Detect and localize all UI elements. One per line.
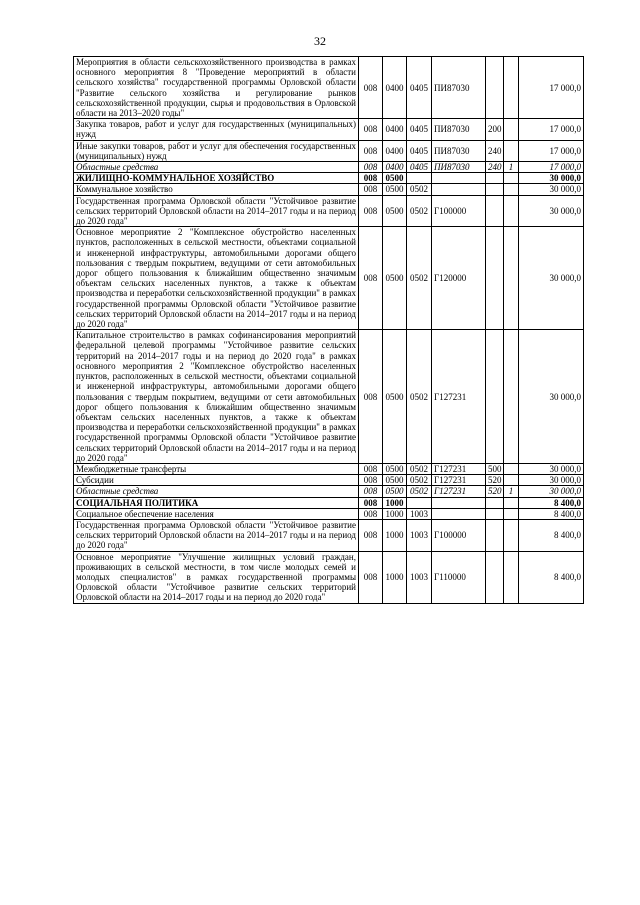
- row-subsection-code: 0405: [407, 119, 432, 140]
- row-name: Межбюджетные трансферты: [74, 463, 359, 474]
- row-ved-code: 008: [359, 463, 383, 474]
- row-ved-code: 008: [359, 330, 383, 464]
- table-row: [74, 497, 584, 508]
- row-subsection-code: [407, 173, 432, 184]
- row-ved-code: 008: [359, 173, 383, 184]
- row-ved-code: 008: [359, 57, 383, 119]
- row-source-code: [504, 195, 519, 227]
- row-expense-type: [486, 173, 504, 184]
- row-expense-type: [486, 497, 504, 508]
- table-row: [74, 195, 584, 227]
- row-name: Капитальное строительство в рамках софинансирования мероприятий федеральной целевой программы "Устойчивое развитие сельских территорий на 2014–2017 годы и на период до 2020 года" в рамках основного мероприятия 2 "Комплексное обустройство населенных пунктов, расположенных в сельской местности, объектами социальной и инженерной инфраструктуры, автомобильными дорогами общего пользования с твердым покрытием, ведущими от сети автомобильных дорог общего пользования к ближайшим общественно значимым объектам сельских населенных пунктов, а также к объектам производства и переработки сельскохозяйственной продукции" в рамках государственной программы Орловской области "Устойчивое развитие сельских территорий Орловской области на 2014–2017 годы и на период до 2020 года": [74, 330, 359, 464]
- row-target-code: Г127231: [432, 486, 486, 497]
- row-subsection-code: 1003: [407, 519, 432, 551]
- row-target-code: Г100000: [432, 195, 486, 227]
- row-ved-code: 008: [359, 140, 383, 161]
- row-target-code: Г100000: [432, 519, 486, 551]
- row-subsection-code: 0405: [407, 140, 432, 161]
- row-subsection-code: 1003: [407, 508, 432, 519]
- row-source-code: [504, 497, 519, 508]
- row-amount: 17 000,0: [519, 162, 584, 173]
- row-amount: 8 400,0: [519, 519, 584, 551]
- table-row: [74, 184, 584, 195]
- row-source-code: [504, 508, 519, 519]
- row-name: Областные средства: [74, 486, 359, 497]
- row-name: Основное мероприятие 2 "Комплексное обустройство населенных пунктов, расположенных в сельской местности, объектами социальной и инженерной инфраструктуры, автомобильными дорогами общего пользования с твердым покрытием, ведущими от сети автомобильных дорог общего пользования к ближайшим общественно значимым объектам сельских населенных пунктов, а также к объектам производства и переработки сельскохозяйственной продукции" в рамках государственной программы Орловской области "Устойчивое развитие сельских территорий Орловской области на 2014–2017 годы и на период до 2020 года": [74, 227, 359, 330]
- row-amount: 30 000,0: [519, 195, 584, 227]
- row-source-code: [504, 551, 519, 603]
- row-ved-code: 008: [359, 519, 383, 551]
- row-source-code: [504, 173, 519, 184]
- row-subsection-code: 0502: [407, 227, 432, 330]
- row-expense-type: 240: [486, 140, 504, 161]
- row-ved-code: 008: [359, 551, 383, 603]
- table-row: [74, 227, 584, 330]
- row-source-code: [504, 184, 519, 195]
- row-subsection-code: 0502: [407, 475, 432, 486]
- row-name: Социальное обеспечение населения: [74, 508, 359, 519]
- row-ved-code: 008: [359, 162, 383, 173]
- row-section-code: 0400: [383, 57, 407, 119]
- table-row: [74, 519, 584, 551]
- row-target-code: Г127231: [432, 330, 486, 464]
- row-expense-type: [486, 57, 504, 119]
- row-section-code: 0500: [383, 486, 407, 497]
- table-row: [74, 508, 584, 519]
- row-subsection-code: 0502: [407, 195, 432, 227]
- row-section-code: 0400: [383, 119, 407, 140]
- table-row: [74, 162, 584, 173]
- table-row: [74, 173, 584, 184]
- row-subsection-code: 0405: [407, 162, 432, 173]
- table-row: [74, 140, 584, 161]
- row-ved-code: 008: [359, 475, 383, 486]
- row-amount: 17 000,0: [519, 57, 584, 119]
- row-source-code: [504, 475, 519, 486]
- row-amount: 30 000,0: [519, 486, 584, 497]
- row-subsection-code: 0502: [407, 486, 432, 497]
- row-amount: 30 000,0: [519, 184, 584, 195]
- row-expense-type: [486, 195, 504, 227]
- row-section-code: 0500: [383, 184, 407, 195]
- row-name: СОЦИАЛЬНАЯ ПОЛИТИКА: [74, 497, 359, 508]
- row-target-code: ПИ87030: [432, 140, 486, 161]
- row-ved-code: 008: [359, 195, 383, 227]
- row-target-code: [432, 173, 486, 184]
- row-expense-type: 500: [486, 463, 504, 474]
- row-expense-type: [486, 330, 504, 464]
- row-ved-code: 008: [359, 227, 383, 330]
- row-section-code: 0500: [383, 463, 407, 474]
- row-expense-type: 200: [486, 119, 504, 140]
- row-ved-code: 008: [359, 486, 383, 497]
- row-target-code: [432, 497, 486, 508]
- row-source-code: [504, 519, 519, 551]
- table-row: [74, 486, 584, 497]
- table-row: [74, 475, 584, 486]
- row-section-code: 0500: [383, 195, 407, 227]
- row-name: Областные средства: [74, 162, 359, 173]
- row-subsection-code: 1003: [407, 551, 432, 603]
- row-amount: 30 000,0: [519, 330, 584, 464]
- row-ved-code: 008: [359, 184, 383, 195]
- row-source-code: [504, 119, 519, 140]
- row-expense-type: [486, 227, 504, 330]
- row-section-code: 0500: [383, 330, 407, 464]
- row-section-code: 0500: [383, 173, 407, 184]
- row-subsection-code: 0502: [407, 330, 432, 464]
- row-expense-type: [486, 551, 504, 603]
- row-name: Закупка товаров, работ и услуг для государственных (муниципальных) нужд: [74, 119, 359, 140]
- row-expense-type: [486, 519, 504, 551]
- row-subsection-code: [407, 497, 432, 508]
- row-section-code: 1000: [383, 519, 407, 551]
- row-source-code: [504, 227, 519, 330]
- row-source-code: [504, 140, 519, 161]
- row-name: Субсидии: [74, 475, 359, 486]
- row-target-code: Г127231: [432, 475, 486, 486]
- row-ved-code: 008: [359, 497, 383, 508]
- row-amount: 8 400,0: [519, 551, 584, 603]
- row-target-code: ПИ87030: [432, 119, 486, 140]
- row-amount: 8 400,0: [519, 508, 584, 519]
- row-amount: 17 000,0: [519, 119, 584, 140]
- row-name: Иные закупки товаров, работ и услуг для обеспечения государственных (муниципальных) нужд: [74, 140, 359, 161]
- row-name: Коммунальное хозяйство: [74, 184, 359, 195]
- row-source-code: 1: [504, 162, 519, 173]
- row-target-code: ПИ87030: [432, 162, 486, 173]
- row-subsection-code: 0405: [407, 57, 432, 119]
- row-target-code: [432, 184, 486, 195]
- row-section-code: 0500: [383, 475, 407, 486]
- table-row: [74, 551, 584, 603]
- row-subsection-code: 0502: [407, 184, 432, 195]
- row-name: Мероприятия в области сельскохозяйственного производства в рамках основного мероприятия 8 "Проведение мероприятий в области сельского хозяйства" государственной программы Орловской области "Развитие сельского хозяйства и регулирование рынков сельскохозяйственной продукции, сырья и продовольствия в Орловской области на 2013–2020 годы": [74, 57, 359, 119]
- row-target-code: ПИ87030: [432, 57, 486, 119]
- row-ved-code: 008: [359, 119, 383, 140]
- row-name: ЖИЛИЩНО-КОММУНАЛЬНОЕ ХОЗЯЙСТВО: [74, 173, 359, 184]
- row-subsection-code: 0502: [407, 463, 432, 474]
- page-number: 32: [314, 34, 326, 48]
- row-section-code: 0400: [383, 140, 407, 161]
- row-amount: 30 000,0: [519, 475, 584, 486]
- table-row: [74, 463, 584, 474]
- row-expense-type: 520: [486, 486, 504, 497]
- row-name: Основное мероприятие "Улучшение жилищных условий граждан, проживающих в сельской местности, в том числе молодых семей и молодых специалистов" в рамках государственной программы Орловской области "Устойчивое развитие сельских территорий Орловской области на 2014–2017 годы и на период до 2020 года": [74, 551, 359, 603]
- row-name: Государственная программа Орловской области "Устойчивое развитие сельских территорий Орловской области на 2014–2017 годы и на период до 2020 года": [74, 519, 359, 551]
- table-row: [74, 119, 584, 140]
- row-expense-type: 240: [486, 162, 504, 173]
- row-section-code: 1000: [383, 551, 407, 603]
- row-ved-code: 008: [359, 508, 383, 519]
- row-target-code: Г120000: [432, 227, 486, 330]
- row-amount: 30 000,0: [519, 173, 584, 184]
- row-target-code: Г110000: [432, 551, 486, 603]
- row-expense-type: 520: [486, 475, 504, 486]
- row-section-code: 1000: [383, 497, 407, 508]
- row-amount: 17 000,0: [519, 140, 584, 161]
- row-expense-type: [486, 184, 504, 195]
- row-source-code: [504, 57, 519, 119]
- row-source-code: [504, 463, 519, 474]
- row-amount: 30 000,0: [519, 463, 584, 474]
- row-expense-type: [486, 508, 504, 519]
- row-section-code: 0500: [383, 227, 407, 330]
- row-target-code: Г127231: [432, 463, 486, 474]
- table-row: [74, 57, 584, 119]
- table-row: [74, 330, 584, 464]
- row-source-code: 1: [504, 486, 519, 497]
- row-amount: 30 000,0: [519, 227, 584, 330]
- row-section-code: 1000: [383, 508, 407, 519]
- budget-table: [73, 56, 584, 604]
- row-amount: 8 400,0: [519, 497, 584, 508]
- row-target-code: [432, 508, 486, 519]
- row-source-code: [504, 330, 519, 464]
- row-section-code: 0400: [383, 162, 407, 173]
- row-name: Государственная программа Орловской области "Устойчивое развитие сельских территорий Орловской области на 2014–2017 годы и на период до 2020 года": [74, 195, 359, 227]
